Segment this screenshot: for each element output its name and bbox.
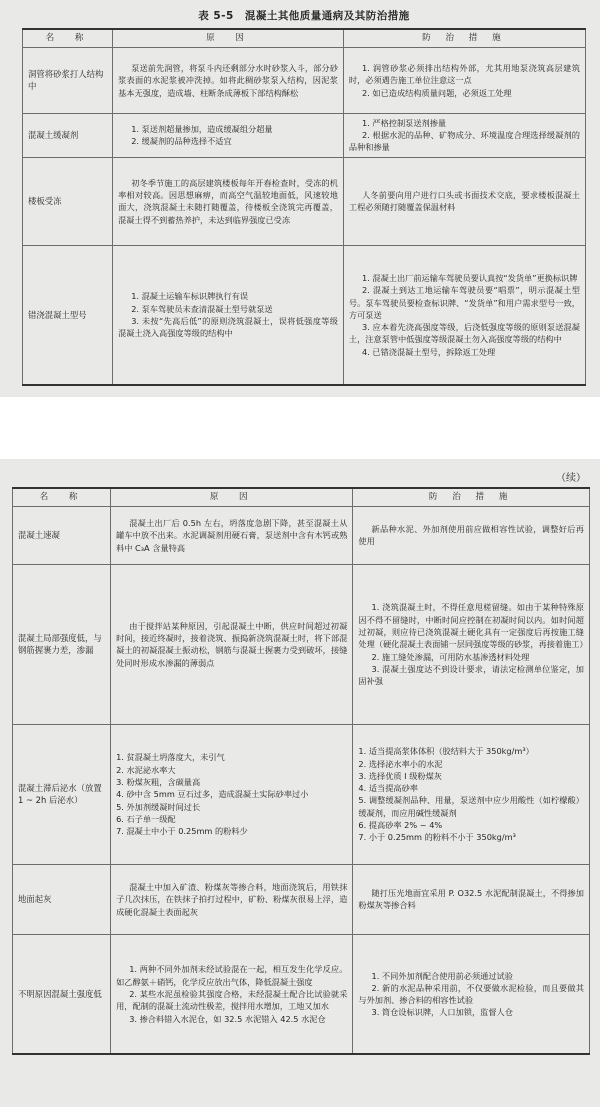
table-title: 表 5-5 混凝土其他质量通病及其防治措施 [198, 10, 410, 22]
cause-item: 1. 两种不同外加剂未经试验混在一起，相互发生化学反应。如乙醇氨＋硝钙，化学反应放出气体，降低混凝土强度 [116, 964, 348, 987]
cause-item: 1. 贫混凝土坍落度大，未引气 [116, 752, 225, 763]
header-measures: 防 治 措 施 [353, 488, 590, 506]
measure-text: 新品种水泥、外加剂使用前应做相容性试验，调整好后再使用 [358, 524, 584, 547]
cause-item: 2. 水泥泌水率大 [116, 764, 176, 775]
row-measures [343, 245, 585, 385]
row-cause [111, 506, 353, 564]
measure-item: 3. 筒仓设标识牌，人口加锁，监督人仓 [371, 1007, 513, 1018]
measure-item: 1. 浇筑混凝土时，不得任意甩槎留缝。如由于某种特殊原因不得不留缝时，中断时间应控制在初凝时间以内。如时间超过初凝，则应待已浇筑混凝土硬化具有一定强度后再按施工缝处理（硬化混凝土表面铺一层同强度等级的砂浆，再接着施工） [358, 602, 588, 650]
header-name: 名 称 [23, 29, 113, 47]
row-cause [111, 724, 353, 864]
cause-item: 4. 砂中含 5mm 豆石过多，造成混凝土实际砂率过小 [116, 789, 309, 800]
header-cause: 原 因 [113, 29, 344, 47]
row-name: 不明原因混凝土强度低 [13, 934, 111, 1054]
row-name: 地面起灰 [13, 864, 111, 934]
cause-item: 3. 粉煤灰粗，含碳量高 [116, 776, 201, 787]
measure-item: 3. 应本着先浇高强度等级，后浇低强度等级的原则泵送混凝土，注意泵管中低强度等级混凝土勿入高强度等级的结构中 [348, 322, 580, 345]
row-name: 混凝土局部强度低，与钢筋握裹力差，渗漏 [13, 564, 111, 724]
defect-table-part1 [22, 28, 586, 386]
cause-item: 2. 泵车驾驶员未查清混凝土型号就泵送 [131, 303, 273, 314]
cause-item: 2. 某些水泥虽检验其强度合格，未经混凝土配合比试验就采用，配制的混凝土流动性极差，搅拌用水增加，工地又加水 [116, 988, 348, 1012]
row-measures [353, 506, 590, 564]
cause-item: 6. 石子单一级配 [116, 813, 176, 824]
cause-text: 混凝土中加入矿渣、粉煤灰等掺合料，地面浇筑后，用铁抹子几次抹压，在铁抹子拍打过程中，矿粉、粉煤灰很易上浮，造成硬化混凝土表面起灰 [116, 881, 348, 917]
table-header-row [13, 488, 590, 506]
table-row [13, 934, 590, 1054]
cause-item: 2. 缓凝剂的品种选择不适宜 [131, 136, 232, 147]
row-cause [113, 245, 344, 385]
measure-item: 1. 适当提高浆体体积（胶结料大于 350kg/m³） [358, 746, 534, 757]
measure-text: 人冬前要向用户进行口头或书面技术交底，要求楼板混凝土工程必须随打随覆盖保温材料 [348, 189, 580, 213]
measure-item: 2. 如已造成结构质量问题，必须返工处理 [362, 87, 512, 98]
measure-item: 3. 混凝土强度达不到设计要求，请法定检测单位鉴定，加固补强 [358, 663, 584, 687]
row-measures [343, 113, 585, 157]
document-page-1 [0, 0, 600, 397]
cause-text: 混凝土出厂后 0.5h 左右，坍落度急剧下降，甚至混凝土从罐车中放不出来。水泥调凝剂用硬石膏，泵送剂中含有木钙或熟料中 C₃A 含量特高 [116, 517, 348, 553]
measure-item: 2. 新的水泥品种采用前，不仅要做水泥检验，而且要做其与外加剂、掺合料的相容性试验 [358, 982, 584, 1006]
row-cause [111, 934, 353, 1054]
row-cause [113, 157, 344, 245]
row-name: 洞管将砂浆打人结构中 [23, 47, 113, 113]
row-cause [111, 864, 353, 934]
cause-item: 7. 混凝土中小于 0.25mm 的粉料少 [116, 826, 248, 837]
measure-item: 4. 已错浇混凝土型号，拆除返工处理 [362, 346, 496, 357]
measure-item: 4. 适当提高砂率 [358, 783, 418, 794]
measure-item: 2. 混凝土到达工地运输车驾驶员要“唱票”，明示混凝土型号。泵车驾驶员要检查标识牌、“发货单”和用户需求型号一致，方可泵送 [348, 285, 580, 320]
measure-item: 1. 润管砂浆必须排出结构外部，尤其用地泵浇筑高层建筑时，必须遇告施工单位注意这一点 [348, 62, 580, 86]
measure-item: 1. 严格控制泵送剂掺量 [362, 117, 447, 128]
table-row [23, 113, 586, 157]
cause-item: 5. 外加剂缓凝时间过长 [116, 801, 201, 812]
row-measures [353, 724, 590, 864]
table-row [13, 724, 590, 864]
cause-text: 由于搅拌站某种原因，引起混凝土中断，供应时间超过初凝时间，接近终凝时，接着浇筑、振捣新浇筑混凝土时，将下部混凝土的初凝混凝土振动松，钢筋与混凝土握裹力受到破坏，接缝处同时形成水渗漏的薄弱点 [116, 620, 348, 668]
document-page-2 [0, 459, 600, 1107]
header-name: 名 称 [13, 488, 111, 506]
table-row [13, 864, 590, 934]
row-name: 楼板受冻 [23, 157, 113, 245]
row-measures [353, 564, 590, 724]
measure-item: 2. 选择泌水率小的水泥 [358, 758, 443, 769]
measure-item: 5. 调整缓凝剂品种、用量，泵送剂中应少用酸性（如柠檬酸）缓凝剂，而应用碱性缓凝剂 [358, 795, 584, 818]
header-measures: 防 治 措 施 [343, 29, 585, 47]
measure-item: 1. 不同外加剂配合使用前必须通过试验 [371, 970, 513, 981]
cause-item: 1. 混凝土运输车标识牌执行有误 [131, 291, 249, 302]
row-name: 混凝土滞后泌水（放置 1 ~ 2h 后泌水） [13, 724, 111, 864]
table-row [23, 245, 586, 385]
defect-table-part2 [12, 487, 590, 1055]
continued-label: （续） [556, 473, 586, 484]
cause-item: 3. 掺合料错入水泥仓，如 32.5 水泥错入 42.5 水泥仓 [129, 1013, 326, 1024]
row-cause [111, 564, 353, 724]
measure-item: 3. 选择优质 I 级粉煤灰 [358, 770, 442, 781]
row-cause [113, 47, 344, 113]
row-name: 错浇混凝土型号 [23, 245, 113, 385]
row-measures [343, 157, 585, 245]
row-measures [353, 864, 590, 934]
row-name: 混凝土速凝 [13, 506, 111, 564]
row-name: 混凝土缓凝剂 [23, 113, 113, 157]
cause-item: 1. 泵送剂超量掺加，造成缓凝组分超量 [131, 124, 273, 135]
measure-item: 1. 混凝土出厂前运输车驾驶员要认真按“发货单”更换标识牌 [362, 272, 578, 283]
row-cause [113, 113, 344, 157]
table-row [23, 47, 586, 113]
measure-item: 2. 根据水泥的品种、矿物成分、环境温度合理选择缓凝剂的品种和掺量 [348, 130, 580, 153]
table-row [23, 157, 586, 245]
header-cause: 原 因 [111, 488, 353, 506]
row-measures [343, 47, 585, 113]
measure-text: 随打压光地面宜采用 P. O32.5 水泥配制混凝土，不得掺加粉煤灰等掺合料 [358, 888, 584, 911]
row-measures [353, 934, 590, 1054]
measure-item: 7. 小于 0.25mm 的粉料不小于 350kg/m³ [358, 832, 516, 843]
cause-text: 初冬季节施工的高层建筑楼板每年开春检查时，受冻的机率相对较高。因思想麻痹，而高空气温较地面低，风速较地面大，浇筑混凝土未随打随覆盖，待楼板全浇筑完再覆盖，混凝土得不到蓄热养护，未达到临界强度已受冻 [118, 177, 338, 225]
table-row [13, 564, 590, 724]
cause-text: 泵送前先润管，将泵斗内还剩部分水时砂浆入斗，部分砂浆表面的水泥浆被冲洗掉。如将此稠砂浆泵入结构，因泥浆基本无强度，造成墙、柱断条成薄板下部结构酥松 [118, 62, 338, 98]
measure-item: 2. 施工缝处渗漏，可用防水基渗透材料处理 [371, 651, 530, 662]
measure-item: 6. 提高砂率 2% ~ 4% [358, 819, 443, 830]
cause-item: 3. 未按“先高后低”的原则浇筑混凝土，误将低强度等级混凝土浇入高强度等级的结构中 [118, 316, 338, 339]
table-header-row [23, 29, 586, 47]
table-row [13, 506, 590, 564]
